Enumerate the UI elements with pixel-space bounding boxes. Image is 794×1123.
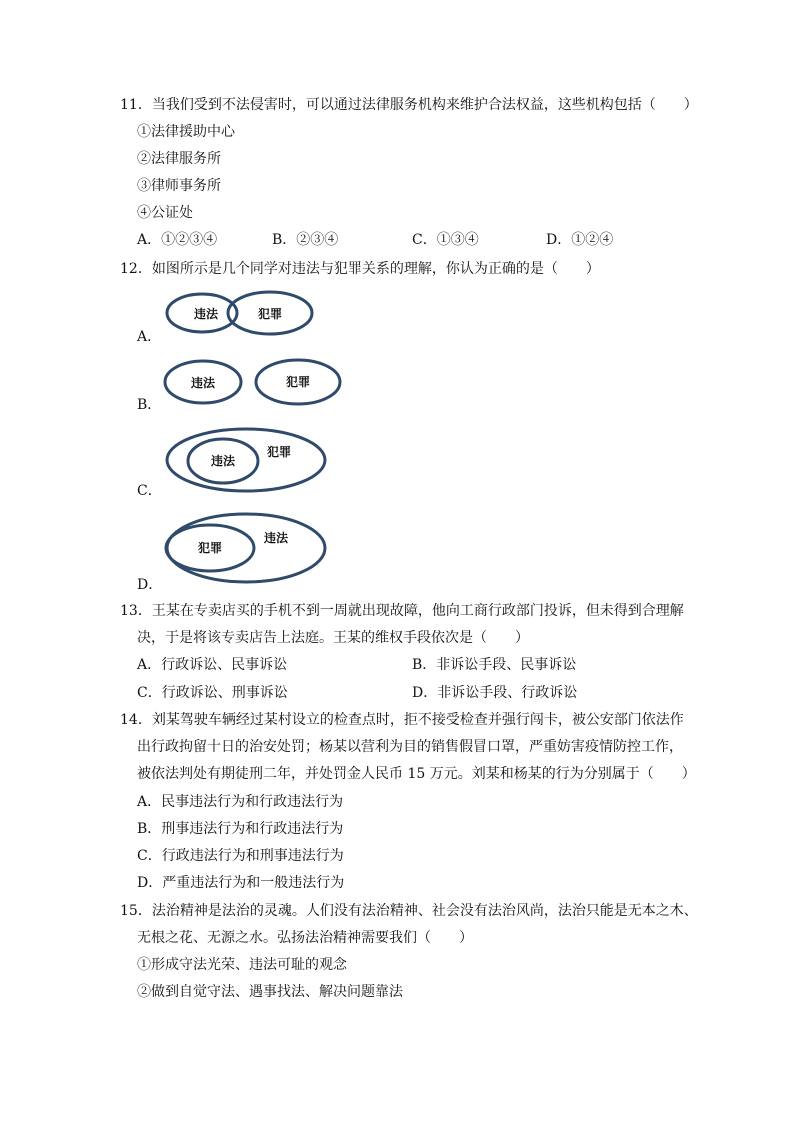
q12-option-a-diagram[interactable] <box>160 287 320 343</box>
fanzui-text: 犯罪 <box>267 445 292 459</box>
fanzui-text: 犯罪 <box>258 307 283 321</box>
q15-stem-line-2: 无根之花、无源之水。弘扬法治精神需要我们（ ） <box>137 930 473 946</box>
q13-stem-line-1: 13．王某在专卖店买的手机不到一周就出现故障，他向工商行政部门投诉，但未得到合理解 <box>120 603 684 619</box>
q12-option-b-diagram[interactable] <box>160 356 350 412</box>
q14-stem-line-3: 被依法判处有期徒刑二年，并处罚金人民币 15 万元。刘某和杨某的行为分别属于（ ） <box>137 766 696 782</box>
q11-stem: 11．当我们受到不法侵害时，可以通过法律服务机构来维护合法权益，这些机构包括（ ） <box>120 97 698 113</box>
weifa-text: 违法 <box>264 531 289 545</box>
q11-item-1: ①法律援助中心 <box>137 124 235 140</box>
q13-option-a[interactable]: A．行政诉讼、民事诉讼 <box>137 657 288 673</box>
q13-option-c[interactable]: C．行政诉讼、刑事诉讼 <box>137 685 288 701</box>
weifa-text: 违法 <box>191 376 216 390</box>
q11-option-b[interactable]: B．②③④ <box>272 232 339 248</box>
fanzui-ellipse <box>167 429 325 491</box>
q11-item-3: ③律师事务所 <box>137 178 221 194</box>
q14-option-b[interactable]: B．刑事违法行为和行政违法行为 <box>137 821 344 837</box>
fanzui-text: 犯罪 <box>286 375 311 389</box>
q11-option-c[interactable]: C．①③④ <box>412 232 479 248</box>
q13-stem-line-2: 决，于是将该专卖店告上法庭。王某的维权手段依次是（ ） <box>137 630 529 646</box>
q14-option-c[interactable]: C．行政违法行为和刑事违法行为 <box>137 848 344 864</box>
weifa-text: 违法 <box>211 454 236 468</box>
q13-option-b[interactable]: B．非诉讼手段、民事诉讼 <box>412 657 577 673</box>
q15-stem-line-1: 15．法治精神是法治的灵魂。人们没有法治精神、社会没有法治风尚，法治只能是无本之木、 <box>120 903 698 919</box>
q14-option-d[interactable]: D．严重违法行为和一般违法行为 <box>137 875 345 891</box>
q11-option-d[interactable]: D．①②④ <box>546 232 614 248</box>
q13-option-d[interactable]: D．非诉讼手段、行政诉讼 <box>412 685 578 701</box>
q12-option-d-label[interactable]: D． <box>137 577 163 593</box>
q15-item-2: ②做到自觉守法、遇事找法、解决问题靠法 <box>137 984 403 1000</box>
q14-stem-line-1: 14．刘某驾驶车辆经过某村设立的检查点时，拒不接受检查并强行闯卡，被公安部门依法作 <box>120 712 684 728</box>
q12-option-a-label[interactable]: A． <box>137 329 162 345</box>
q11-option-a[interactable]: A．①②③④ <box>137 232 218 248</box>
q12-option-b-label[interactable]: B． <box>137 397 162 413</box>
q11-item-4: ④公证处 <box>137 205 193 221</box>
q14-stem-line-2: 出行政拘留十日的治安处罚；杨某以营利为目的销售假冒口罩，严重妨害疫情防控工作， <box>137 739 683 755</box>
q11-item-2: ②法律服务所 <box>137 151 221 167</box>
weifa-text: 违法 <box>194 307 219 321</box>
q14-option-a[interactable]: A．民事违法行为和行政违法行为 <box>137 794 344 810</box>
q12-stem: 12．如图所示是几个同学对违法与犯罪关系的理解，你认为正确的是（ ） <box>120 261 600 277</box>
q12-option-d-diagram[interactable] <box>160 511 332 587</box>
q12-option-c-label[interactable]: C． <box>137 483 162 499</box>
q12-option-c-diagram[interactable] <box>160 426 332 496</box>
q15-item-1: ①形成守法光荣、违法可耻的观念 <box>137 957 347 973</box>
fanzui-text: 犯罪 <box>198 541 223 555</box>
weifa-ellipse <box>167 514 325 582</box>
